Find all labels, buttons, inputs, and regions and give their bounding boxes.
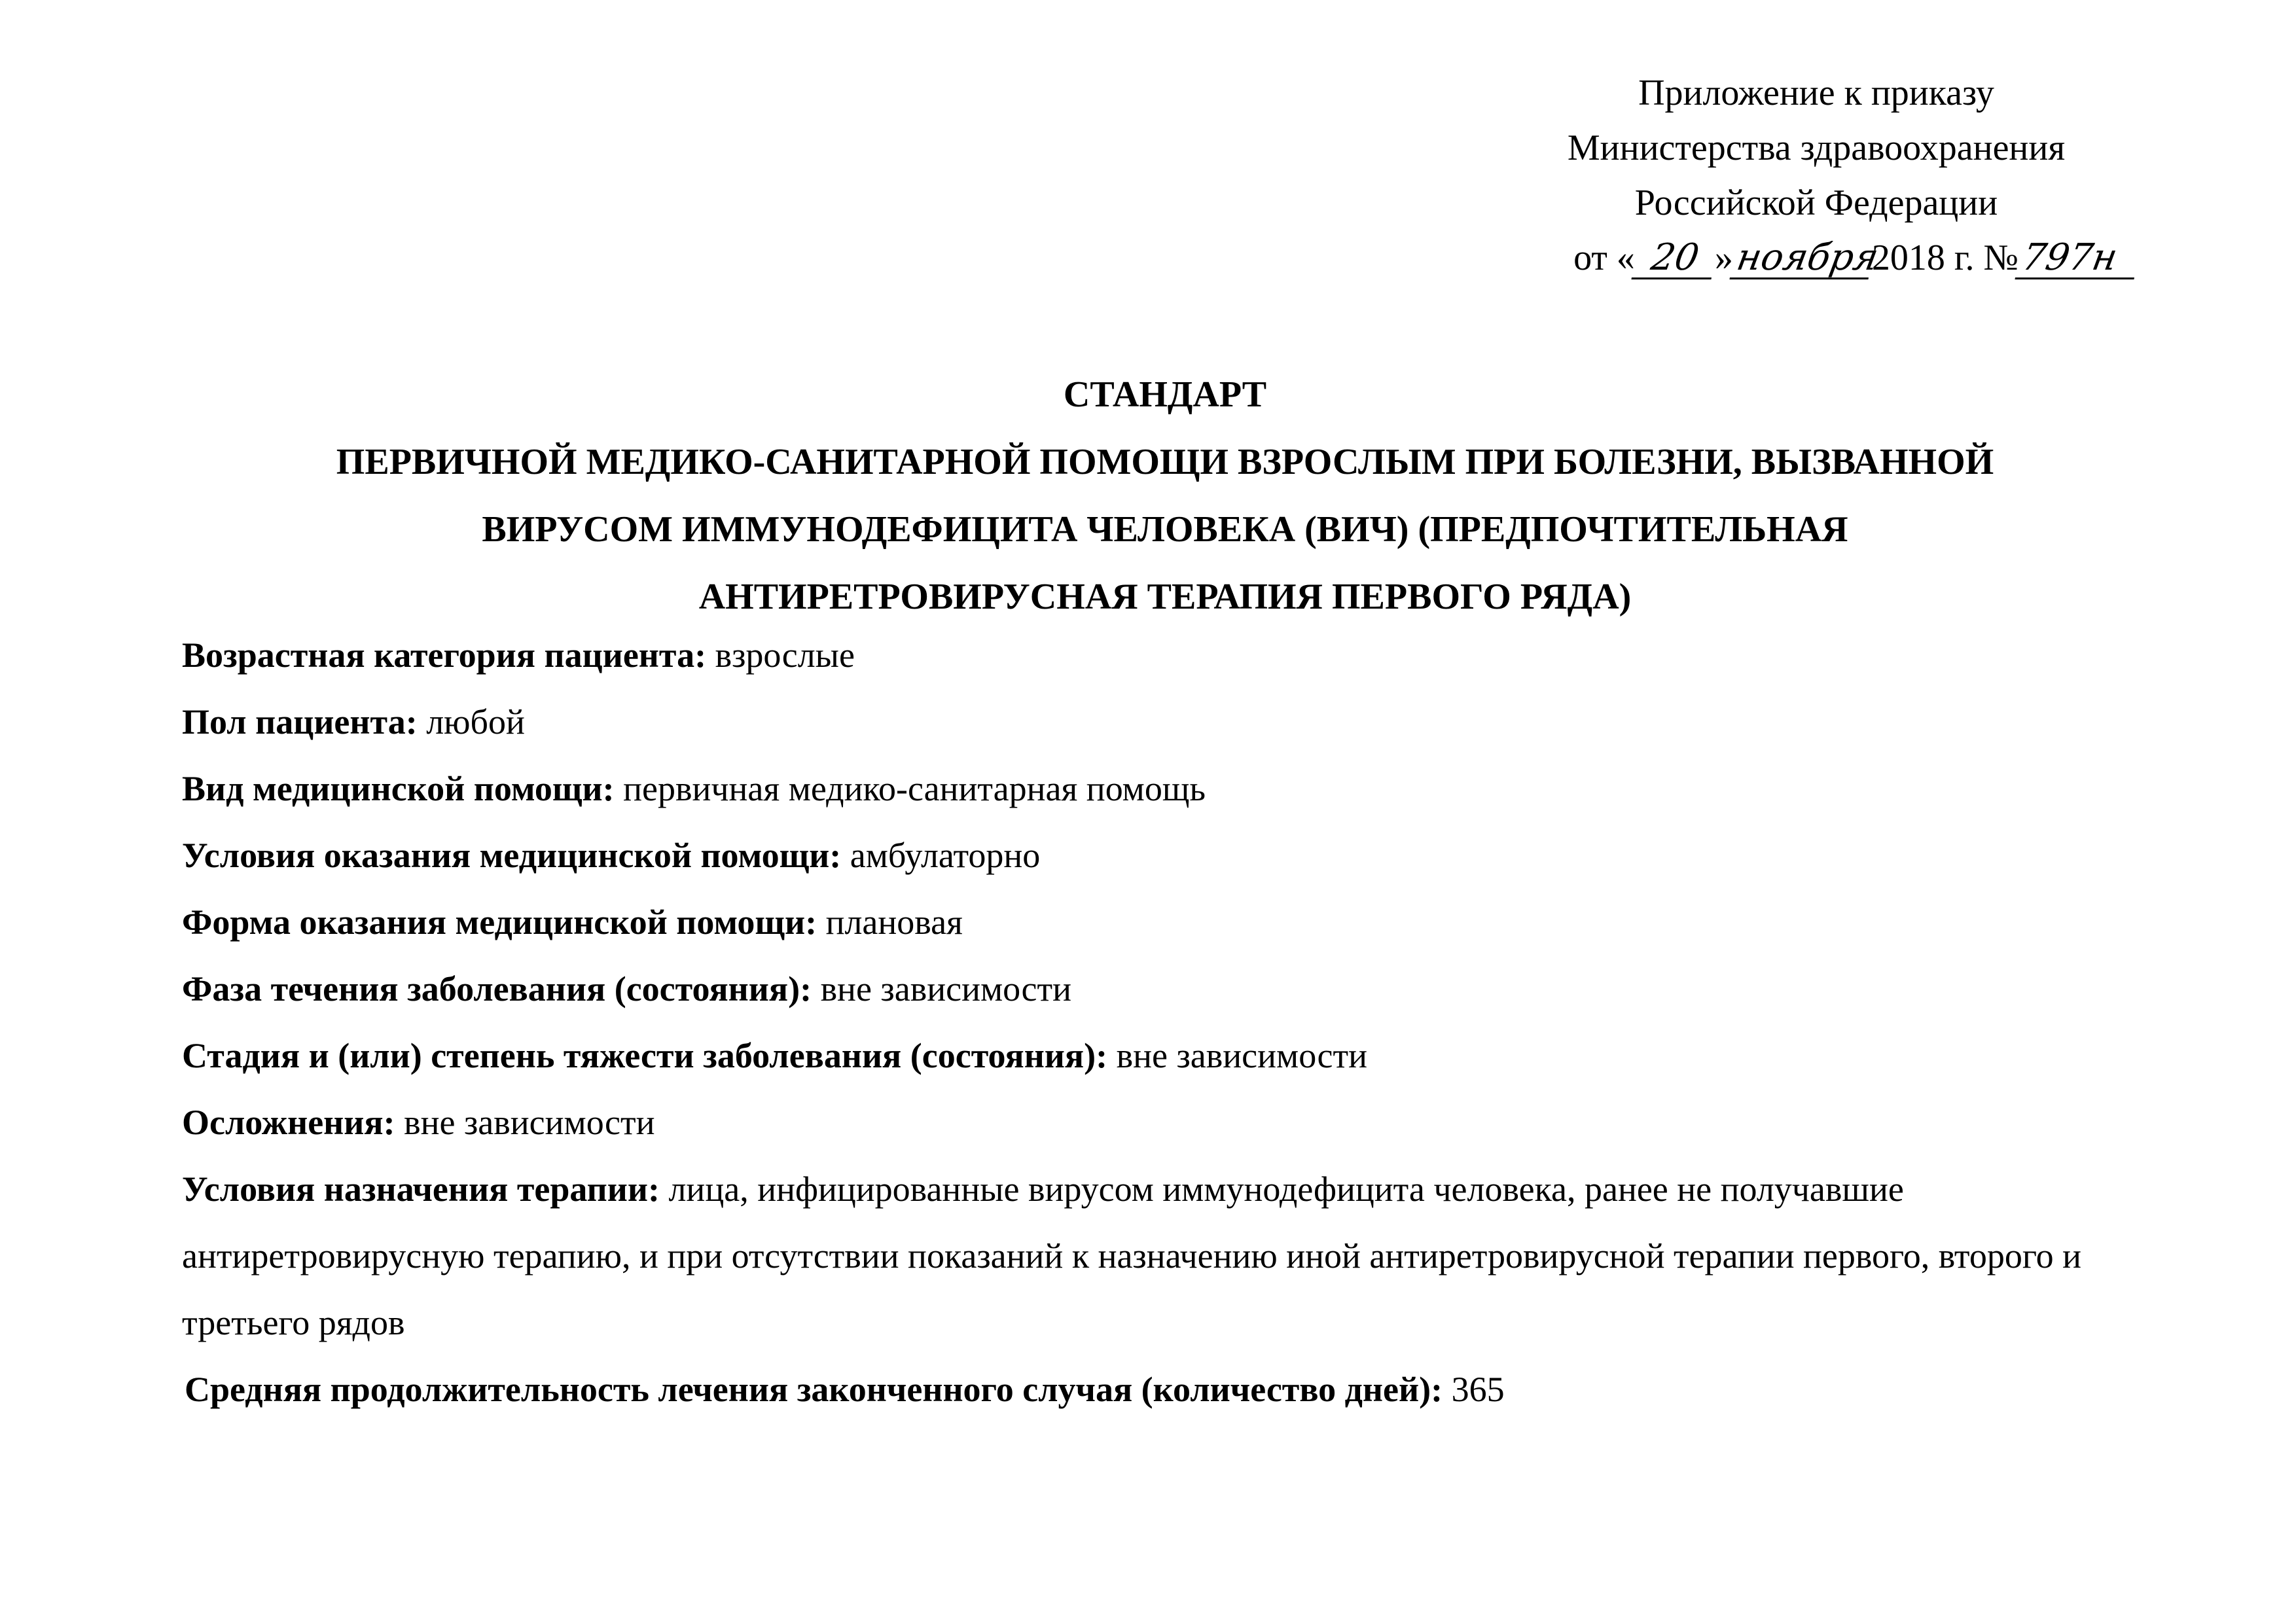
field-treatment-duration: [185, 1356, 2181, 1423]
title-line-2: ПЕРВИЧНОЙ МЕДИКО-САНИТАРНОЙ ПОМОЩИ ВЗРОСЛЫМ ПРИ БОЛЕЗНИ, ВЫЗВАННОЙ: [336, 442, 1994, 482]
field-value: амбулаторно: [841, 836, 1041, 875]
appendix-line-1: Приложение к приказу: [1638, 73, 1994, 113]
standard-fields: [182, 622, 2178, 1423]
field-label: Форма оказания медицинской помощи:: [182, 902, 817, 942]
field-label: Вид медицинской помощи:: [182, 769, 615, 808]
field-value: первичная медико-санитарная помощь: [614, 769, 1206, 808]
appendix-line-2: Министерства здравоохранения: [1567, 128, 2066, 168]
field-label: Возрастная категория пациента:: [182, 635, 707, 675]
field-value: лица, инфицированные вирусом иммунодефицита человека, ранее не получавшие антиретровирусную терапию, и при отсутствии показаний к назначению иной антиретровирусной терапии первого, второго и третьего рядов: [182, 1169, 2082, 1342]
field-care-conditions: [182, 822, 2178, 889]
handwritten-day: 20: [1631, 238, 1718, 279]
field-disease-phase: [182, 955, 2178, 1022]
field-age-category: [182, 622, 2178, 688]
date-mid: »: [1714, 238, 1733, 278]
handwritten-order-number: 797н: [2015, 238, 2141, 279]
field-label: Пол пациента:: [182, 702, 418, 741]
field-value: вне зависимости: [1107, 1036, 1368, 1075]
field-label: Условия назначения терапии:: [182, 1169, 660, 1209]
date-prefix: от «: [1573, 238, 1635, 278]
field-disease-stage: [182, 1022, 2178, 1089]
field-label: Средняя продолжительность лечения законченного случая (количество дней):: [185, 1370, 1443, 1409]
document-title: [131, 361, 2199, 631]
field-value: любой: [417, 702, 525, 741]
field-complications: [182, 1089, 2178, 1156]
title-line-3: ВИРУСОМ ИММУНОДЕФИЦИТА ЧЕЛОВЕКА (ВИЧ) (ПРЕДПОЧТИТЕЛЬНАЯ: [482, 509, 1848, 550]
field-value: 365: [1443, 1370, 1505, 1409]
title-line-1: СТАНДАРТ: [1063, 374, 1267, 415]
field-therapy-conditions: [182, 1156, 2178, 1356]
appendix-line-3: Российской Федерации: [1634, 183, 1998, 223]
title-line-4: АНТИРЕТРОВИРУСНАЯ ТЕРАПИЯ ПЕРВОГО РЯДА): [698, 577, 1632, 617]
handwritten-month: ноября: [1729, 238, 1875, 279]
appendix-header: [1473, 65, 2160, 285]
field-label: Фаза течения заболевания (состояния):: [182, 969, 812, 1008]
field-value: вне зависимости: [812, 969, 1071, 1008]
field-label: Осложнения:: [182, 1103, 395, 1142]
field-label: Стадия и (или) степень тяжести заболевания (состояния):: [182, 1036, 1108, 1075]
field-care-type: [182, 755, 2178, 822]
field-care-form: [182, 889, 2178, 955]
field-value: взрослые: [706, 635, 855, 675]
field-value: плановая: [817, 902, 963, 942]
field-label: Условия оказания медицинской помощи:: [182, 836, 842, 875]
field-value: вне зависимости: [395, 1103, 655, 1142]
order-date-line: [1512, 230, 2199, 285]
date-year: 2018 г. №: [1871, 238, 2018, 278]
field-gender: [182, 688, 2178, 755]
